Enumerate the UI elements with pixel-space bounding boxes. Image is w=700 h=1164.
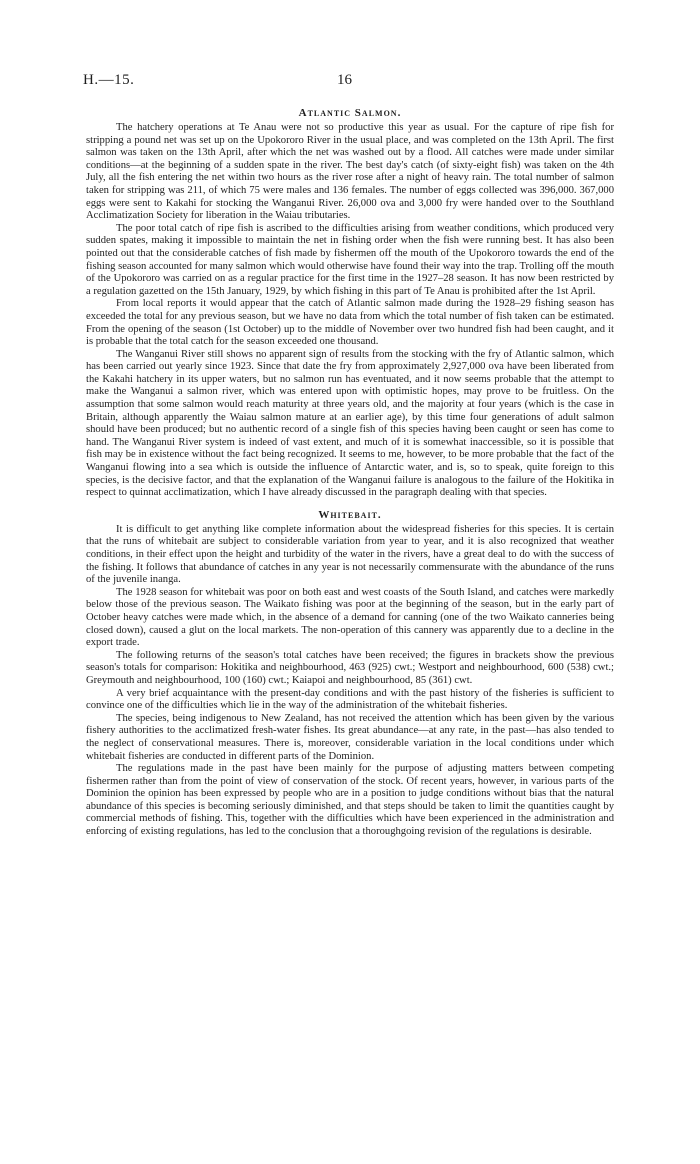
- paragraph: The regulations made in the past have been mainly for the purpose of adjusting matters between competing fishermen rather than from the point of view of conservation of the stock. Of recent years, however, in various parts of the Dominion the opinion has been expressed by people who are in a position to judge conditions without bias that the natural abundance of this species is becoming seriously diminished, and that steps should be taken to limit the quantities caught by commercial methods of fishing. This, together with the difficulties which have been experienced in the administration and enforcing of existing regulations, has led to the conclusion that a thoroughgoing revision of the regulations is desirable.: [86, 763, 614, 838]
- body-text: [86, 106, 614, 839]
- page-number: 16: [337, 72, 352, 88]
- section-atlantic-salmon: [86, 106, 614, 500]
- paragraph: It is difficult to get anything like complete information about the widespread fisheries for this species. It is certain that the runs of whitebait are subject to considerable variation from year to year, and it is also recognized that weather conditions, in their effect upon the height and turbidity of the water in the rivers, have a great deal to do with the success of the fishing. It follows that abundance of catches in any year is not necessarily commensurate with the abundance of the runs of the juvenile inanga.: [86, 523, 614, 586]
- paragraph: The Wanganui River still shows no apparent sign of results from the stocking with the fry of Atlantic salmon, which has been carried out yearly since 1923. Since that date the fry from approximately 2,927,000 ova have been liberated from the Kakahi hatchery in its upper waters, but no salmon run has eventuated, and it now seems probable that the attempt to make the Wanganui a salmon river, which was entered upon with optimistic hopes, may prove to be fruitless. On the assumption that some salmon would reach maturity at three years old, and the majority at four years (which is the case in Britain, although apparently the Waiau salmon mature at an earlier age), by this time four generations of adult salmon should have been produced; but no authentic record of a single fish of this species having been caught or seen has come to hand. The Wanganui River system is indeed of vast extent, and much of it is somewhat inaccessible, so it is possible that fish may be in existence without the fact being recognized. It seems to me, however, to be more probable that the fact of the Wanganui flowing into a sea which is outside the influence of Antarctic water, and is, so to speak, quite foreign to this species, is the decisive factor, and that the explanation of the Wanganui failure is analogous to the failure of the Hokitika in respect to quinnat acclimatization, which I have already discussed in the paragraph dealing with that species.: [86, 348, 614, 499]
- paragraph: A very brief acquaintance with the present-day conditions and with the past history of the fisheries is sufficient to convince one of the difficulties which lie in the way of the administration of the whitebait fisheries.: [86, 687, 614, 712]
- paragraph: The 1928 season for whitebait was poor on both east and west coasts of the South Island, and catches were markedly below those of the previous season. The Waikato fishing was poor at the beginning of the season, but in the early part of October heavy catches were made which, in the absence of a demand for canning (one of the two Waikato canneries being closed down), caused a glut on the local markets. The non-operation of this cannery was apparently due to a decline in the export trade.: [86, 586, 614, 649]
- paragraph: From local reports it would appear that the catch of Atlantic salmon made during the 1928–29 fishing season has exceeded the total for any previous season, but we have no data from which the total number of fish taken can be estimated. From the opening of the season (1st October) up to the middle of November over two hundred fish had been caught, and it is probable that the total catch for the season exceeded one thousand.: [86, 298, 614, 348]
- page-id: H.—15.: [83, 72, 135, 88]
- paragraph: The following returns of the season's total catches have been received; the figures in brackets show the previous season's totals for comparison: Hokitika and neighbourhood, 463 (925) cwt.; Westport and neighbourhood, 600 (538) cwt.; Greymouth and neighbourhood, 100 (160) cwt.; Kaiapoi and neighbourhood, 85 (361) cwt.: [86, 649, 614, 686]
- section-heading: Whitebait.: [318, 508, 382, 521]
- paragraph: The hatchery operations at Te Anau were not so productive this year as usual. For the capture of ripe fish for stripping a pound net was set up on the Upokororo River in the usual place, and was completed on the 13th April. The first salmon was taken on the 13th April, after which the net was washed out by a flood. All catches were made under similar conditions—at the beginning of a sudden spate in the river. The best day's catch (of sixty-eight fish) was taken on the 4th July, all the fish entering the net within two hours as the river rose after a night of heavy rain. The total number of salmon taken for stripping was 211, of which 75 were males and 136 females. The number of eggs collected was 396,000. 367,000 eggs were sent to Kakahi for stocking the Wanganui River. 26,000 ova and 3,000 fry were handed over to the Southland Acclimatization Society for liberation in the Waiau tributaries.: [86, 122, 614, 222]
- paragraph: The species, being indigenous to New Zealand, has not received the attention which has been given by the various fishery authorities to the acclimatized fresh-water fishes. Its great abundance—at any rate, in the past—has also tended to the neglect of conservational measures. There is, moreover, considerable variation in the local conditions under which whitebait fisheries are conducted in different parts of the Dominion.: [86, 712, 614, 762]
- section-heading: Atlantic Salmon.: [298, 107, 402, 119]
- section-whitebait: [86, 508, 614, 839]
- page-header: [83, 72, 613, 94]
- paragraph: The poor total catch of ripe fish is ascribed to the difficulties arising from weather conditions, which produced very sudden spates, making it impossible to maintain the net in fishing order when the fish were running best. It has also been pointed out that the considerable catches of fish made by fishermen off the mouth of the Upokororo towards the end of the fishing season accounted for many salmon which would otherwise have found their way into the trap. Trolling off the mouth of the Upokororo was carried on as a regular practice for the first time in the 1927–28 season. It has now been restricted by a regulation gazetted on the 15th January, 1929, by which fishing in this part of Te Anau is prohibited after the 1st April.: [86, 222, 614, 297]
